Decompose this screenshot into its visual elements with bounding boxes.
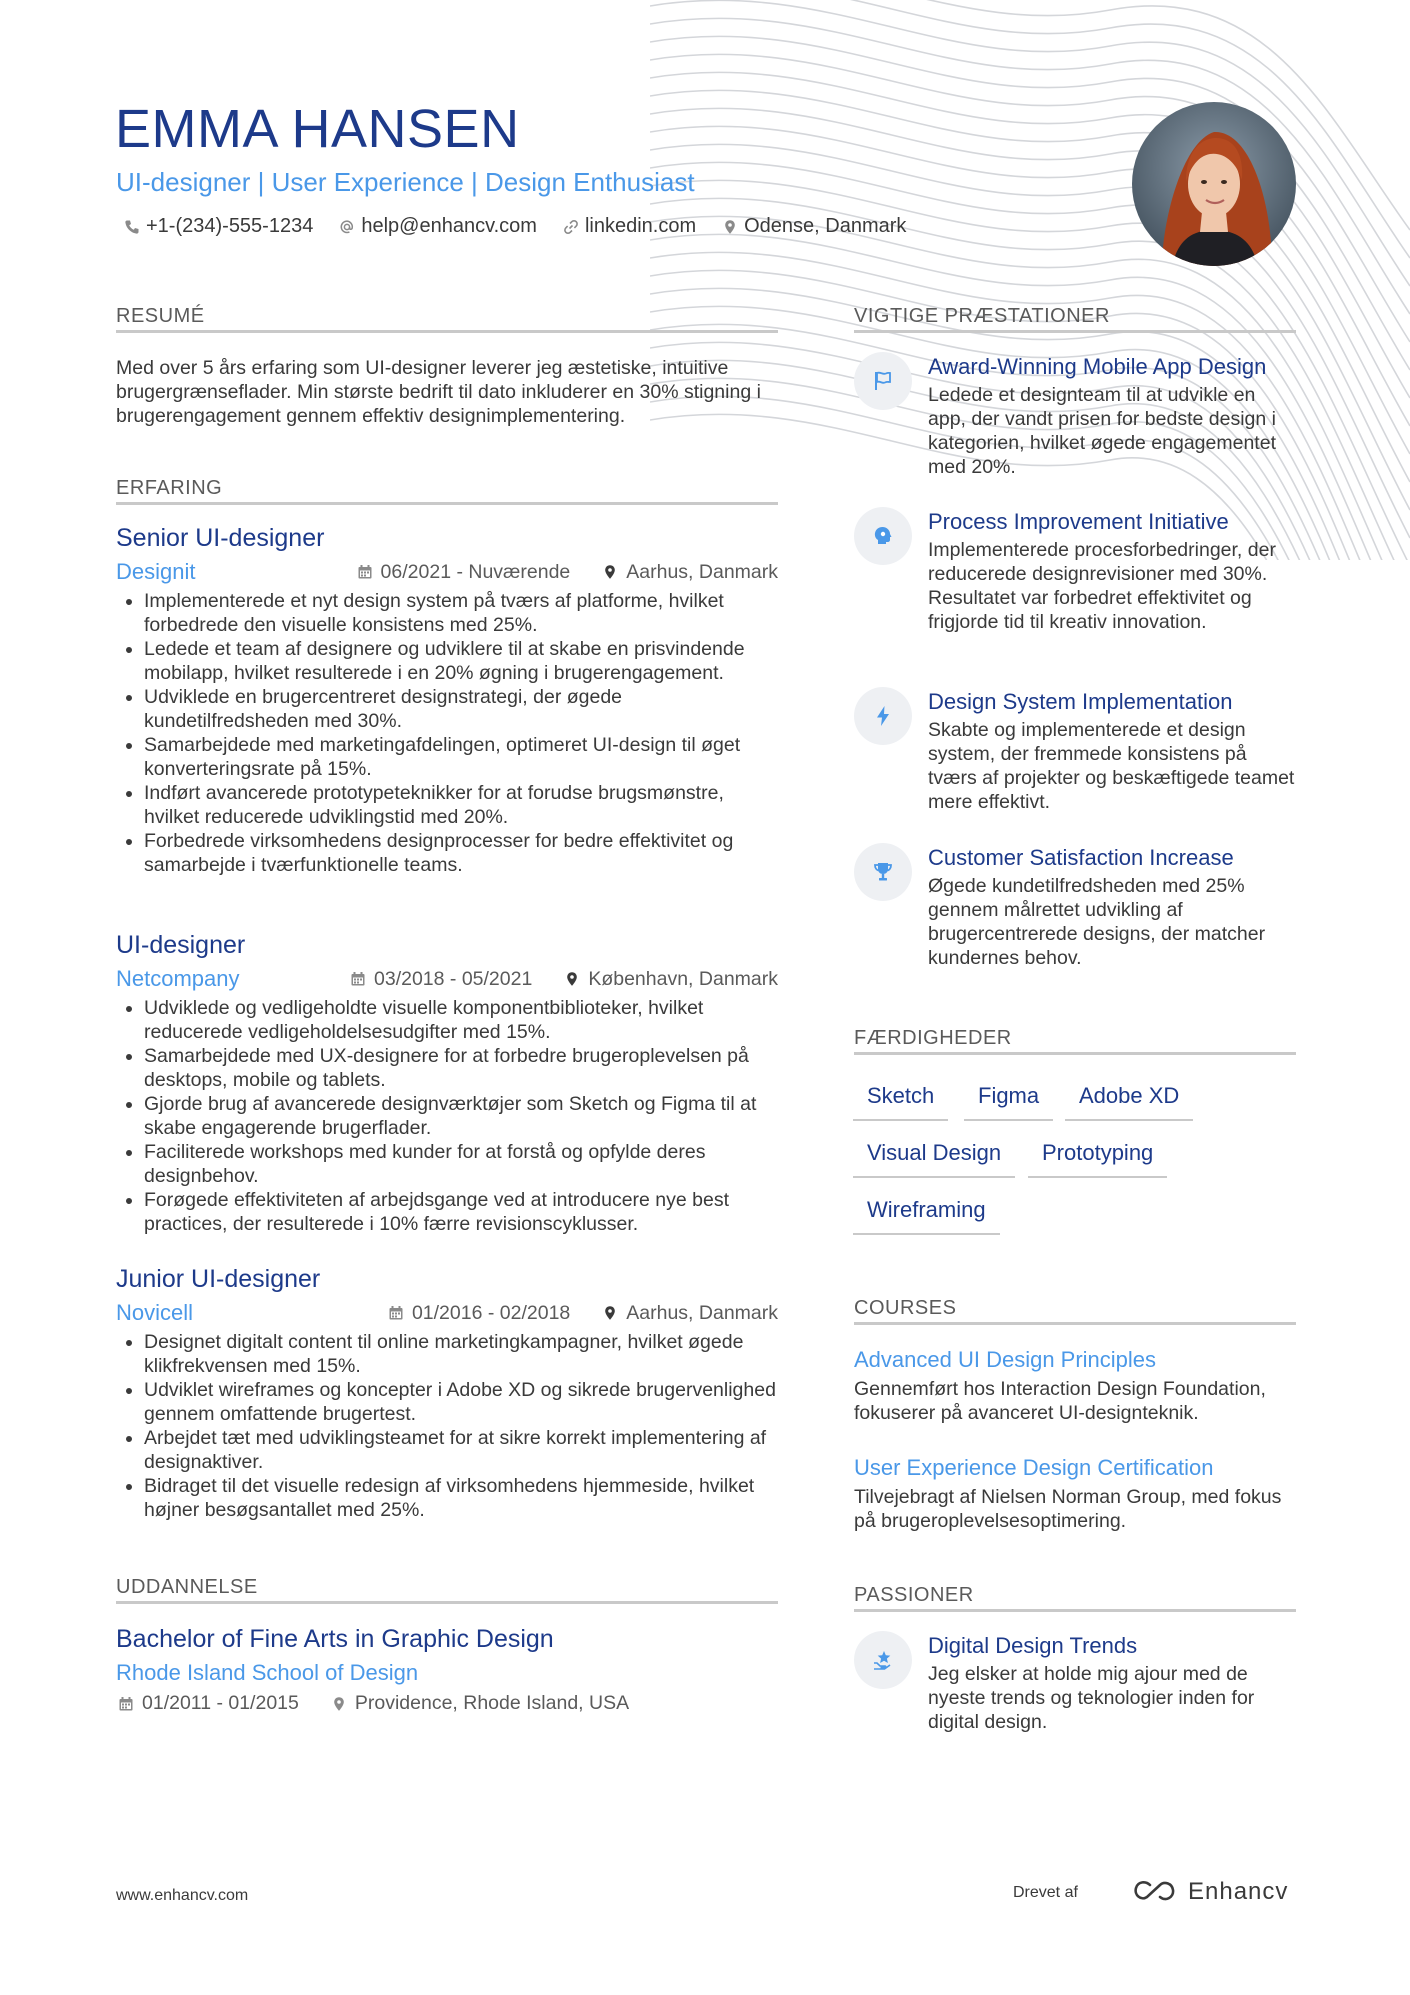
achievement-desc: Implementerede procesforbedringer, der reducerede designrevisioner med 30%. Resultatet var forbedret effektivitet og frigjorde tid til kreativ innovation. [928,539,1276,633]
company-name: Netcompany [116,966,240,991]
section-divider [854,1609,1296,1612]
achievement-desc: Ledede et designteam til at udvikle en app, der vandt prisen for bedste design i kategorien, hvilket øgede engagementet med 20%. [928,384,1276,478]
course-item [854,1455,1296,1533]
passion-icon [854,1631,912,1689]
education-location [331,1692,629,1715]
job-bullet: • Faciliterede workshops med kunder for at forstå og opfylde deres designbehov. [144,1140,778,1188]
achievement-item [854,687,1296,814]
location-pin-icon [331,1696,347,1712]
location-pin-icon [602,564,618,580]
course-item [854,1347,1296,1425]
job-entry [116,1265,778,1522]
job-location-text: Aarhus, Danmark [626,1301,778,1324]
job-title: Junior UI-designer [116,1265,321,1293]
section-title-experience: ERFARING [116,477,223,499]
phone-icon [124,219,140,235]
job-location [602,561,778,584]
job-bullet: • Arbejdet tæt med udviklingsteamet for at sikre korrekt implementering af designaktiver. [144,1426,778,1474]
job-location [602,1302,778,1325]
skill-tag: Visual Design [853,1140,1015,1178]
contact-phone-text: +1-(234)-555-1234 [146,215,314,237]
contact-phone[interactable] [124,215,313,238]
education-meta [116,1692,778,1715]
achievement-body [928,352,1296,479]
achievement-body [928,687,1296,814]
skill-tag: Adobe XD [1065,1083,1193,1121]
achievement-icon [854,687,912,745]
calendar-icon [357,564,373,580]
summary-text: Med over 5 års erfaring som UI-designer leverer jeg æstetiske, intuitive brugergrænseflader. Min største bedrift til dato inkluderer en 30% stigning i brugerengagement gennem effektiv designimplementering. [116,357,761,427]
job-dates-text: 03/2018 - 05/2021 [374,967,533,990]
contact-bar [124,215,906,238]
job-meta [116,1300,778,1326]
section-divider [854,330,1296,333]
contact-email-text: help@enhancv.com [361,215,537,237]
job-bullets [116,589,778,877]
section-divider [854,1052,1296,1055]
job-location-text: Aarhus, Danmark [626,560,778,583]
achievement-icon [854,843,912,901]
section-title-courses: COURSES [854,1297,957,1319]
education-entry [116,1625,778,1715]
candidate-name: EMMA HANSEN [115,99,520,159]
contact-linkedin[interactable] [563,215,696,238]
footer-brand-name: Enhancv [1188,1878,1289,1905]
degree-title: Bachelor of Fine Arts in Graphic Design [116,1625,554,1653]
job-meta [116,559,778,585]
enhancv-logo-icon [1132,1879,1178,1905]
location-pin-icon [602,1305,618,1321]
job-bullet: • Implementerede et nyt design system på tværs af platforme, hvilket forbedrede den visuelle konsistens med 25%. [144,589,778,637]
footer-brand-logo[interactable] [1132,1878,1288,1906]
section-divider [116,330,778,333]
calendar-icon [350,971,366,987]
achievement-item [854,843,1296,970]
section-divider [116,502,778,505]
skill-tag: Figma [964,1083,1053,1121]
passion-body [928,1631,1296,1734]
achievement-body [928,843,1296,970]
location-pin-icon [722,219,738,235]
education-dates [118,1692,299,1715]
profile-photo [1132,102,1296,266]
link-icon [563,219,579,235]
at-icon [339,219,355,235]
candidate-subtitle: UI-designer | User Experience | Design Enthusiast [116,167,695,197]
section-title-skills: FÆRDIGHEDER [854,1027,1012,1049]
job-bullet: • Forbedrede virksomhedens designprocesser for bedre effektivitet og samarbejde i tværfunktionelle teams. [144,829,778,877]
job-bullet: • Udviklede en brugercentreret designstrategi, der øgede kundetilfredsheden med 30%. [144,685,778,733]
skill-tag: Sketch [853,1083,948,1121]
job-title: Senior UI-designer [116,524,325,552]
education-location-text: Providence, Rhode Island, USA [354,1692,630,1714]
contact-linkedin-text: linkedin.com [584,215,697,237]
job-bullets [116,1330,778,1522]
skill-tag: Prototyping [1028,1140,1167,1178]
section-title-achievements: VIGTIGE PRÆSTATIONER [854,305,1110,327]
job-location [564,968,778,991]
flag-icon [871,369,895,393]
job-entry [116,931,778,1236]
company-name: Designit [116,559,196,584]
passion-desc: Jeg elsker at holde mig ajour med de nyeste trends og teknologier inden for digital design. [928,1663,1255,1733]
skill-tag: Wireframing [853,1197,1000,1235]
job-entry [116,524,778,877]
achievement-title: Process Improvement Initiative [928,509,1229,534]
passion-item [854,1631,1296,1734]
contact-location-text: Odense, Danmark [744,215,907,237]
trophy-icon [871,860,895,884]
section-title-education: UDDANNELSE [116,1576,258,1598]
job-location-text: København, Danmark [588,967,778,990]
location-pin-icon [564,971,580,987]
job-dates [388,1302,570,1325]
job-bullet: • Indført avancerede prototypeteknikker for at forudse brugsmønstre, hvilket reducerede udviklingstid med 20%. [144,781,778,829]
job-bullet: • Gjorde brug af avancerede designværktøjer som Sketch og Figma til at skabe engagerende brugerflader. [144,1092,778,1140]
lightning-icon [871,704,895,728]
footer-powered-by: Drevet af [1013,1884,1078,1901]
achievement-item [854,507,1296,634]
course-desc: Tilvejebragt af Nielsen Norman Group, med fokus på brugeroplevelsesoptimering. [854,1486,1282,1532]
job-dates-text: 01/2016 - 02/2018 [411,1301,571,1324]
passion-title: Digital Design Trends [928,1633,1138,1658]
section-divider [116,1601,778,1604]
job-dates-text: 06/2021 - Nuværende [380,560,571,583]
job-bullet: • Udviklet wireframes og koncepter i Adobe XD og sikrede brugervenlighed gennem omfattende brugertest. [144,1378,778,1426]
job-bullet: • Bidraget til det visuelle redesign af virksomhedens hjemmeside, hvilket højner besøgsantallet med 25%. [144,1474,778,1522]
job-bullets [116,996,778,1236]
achievement-item [854,352,1296,479]
course-title: User Experience Design Certification [854,1455,1214,1480]
job-bullet: • Samarbejdede med marketingafdelingen, optimeret UI-design til øget konverteringsrate på 15%. [144,733,778,781]
job-bullet: • Udviklede og vedligeholdte visuelle komponentbiblioteker, hvilket reducerede vedligeholdelsesudgifter med 15%. [144,996,778,1044]
course-title: Advanced UI Design Principles [854,1347,1157,1372]
contact-location [722,215,906,238]
section-title-summary: RESUMÉ [116,305,205,327]
calendar-icon [388,1305,404,1321]
achievement-desc: Øgede kundetilfredsheden med 25% gennem målrettet udvikling af brugercentrerede designs, der matcher kundernes behov. [928,875,1266,969]
head-gear-icon [871,524,895,548]
achievement-icon [854,352,912,410]
achievement-desc: Skabte og implementerede et design system, der fremmede konsistens på tværs af projekter og beskæftigede teamet mere effektivt. [928,719,1295,813]
calendar-icon [118,1696,134,1712]
achievement-title: Design System Implementation [928,689,1233,714]
section-divider [854,1322,1296,1325]
school-name: Rhode Island School of Design [116,1660,419,1685]
job-bullet: • Samarbejdede med UX-designere for at forbedre brugeroplevelsen på desktops, mobile og tablets. [144,1044,778,1092]
star-hand-icon [871,1648,895,1672]
section-title-passions: PASSIONER [854,1584,974,1606]
job-bullet: • Forøgede effektiviteten af arbejdsgange ved at introducere nye best practices, der resulterede i 10% færre revisionscyklusser. [144,1188,778,1236]
achievement-icon [854,507,912,565]
footer-website-link[interactable]: www.enhancv.com [116,1887,249,1904]
company-name: Novicell [116,1300,194,1325]
achievement-title: Award-Winning Mobile App Design [928,354,1267,379]
job-bullet: • Designet digitalt content til online marketingkampagner, hvilket øgede klikfrekvensen med 15%. [144,1330,778,1378]
contact-email[interactable] [339,215,537,238]
job-title: UI-designer [116,931,246,959]
job-dates [350,968,532,991]
course-desc: Gennemført hos Interaction Design Foundation, fokuserer på avanceret UI-designteknik. [854,1378,1266,1424]
job-dates [357,561,571,584]
job-meta [116,966,778,992]
education-dates-text: 01/2011 - 01/2015 [142,1692,299,1714]
job-bullet: • Ledede et team af designere og udviklere til at skabe en prisvindende mobilapp, hvilket resulterede i en 20% øgning i brugerengagement. [144,637,778,685]
achievement-body [928,507,1296,634]
achievement-title: Customer Satisfaction Increase [928,845,1234,870]
